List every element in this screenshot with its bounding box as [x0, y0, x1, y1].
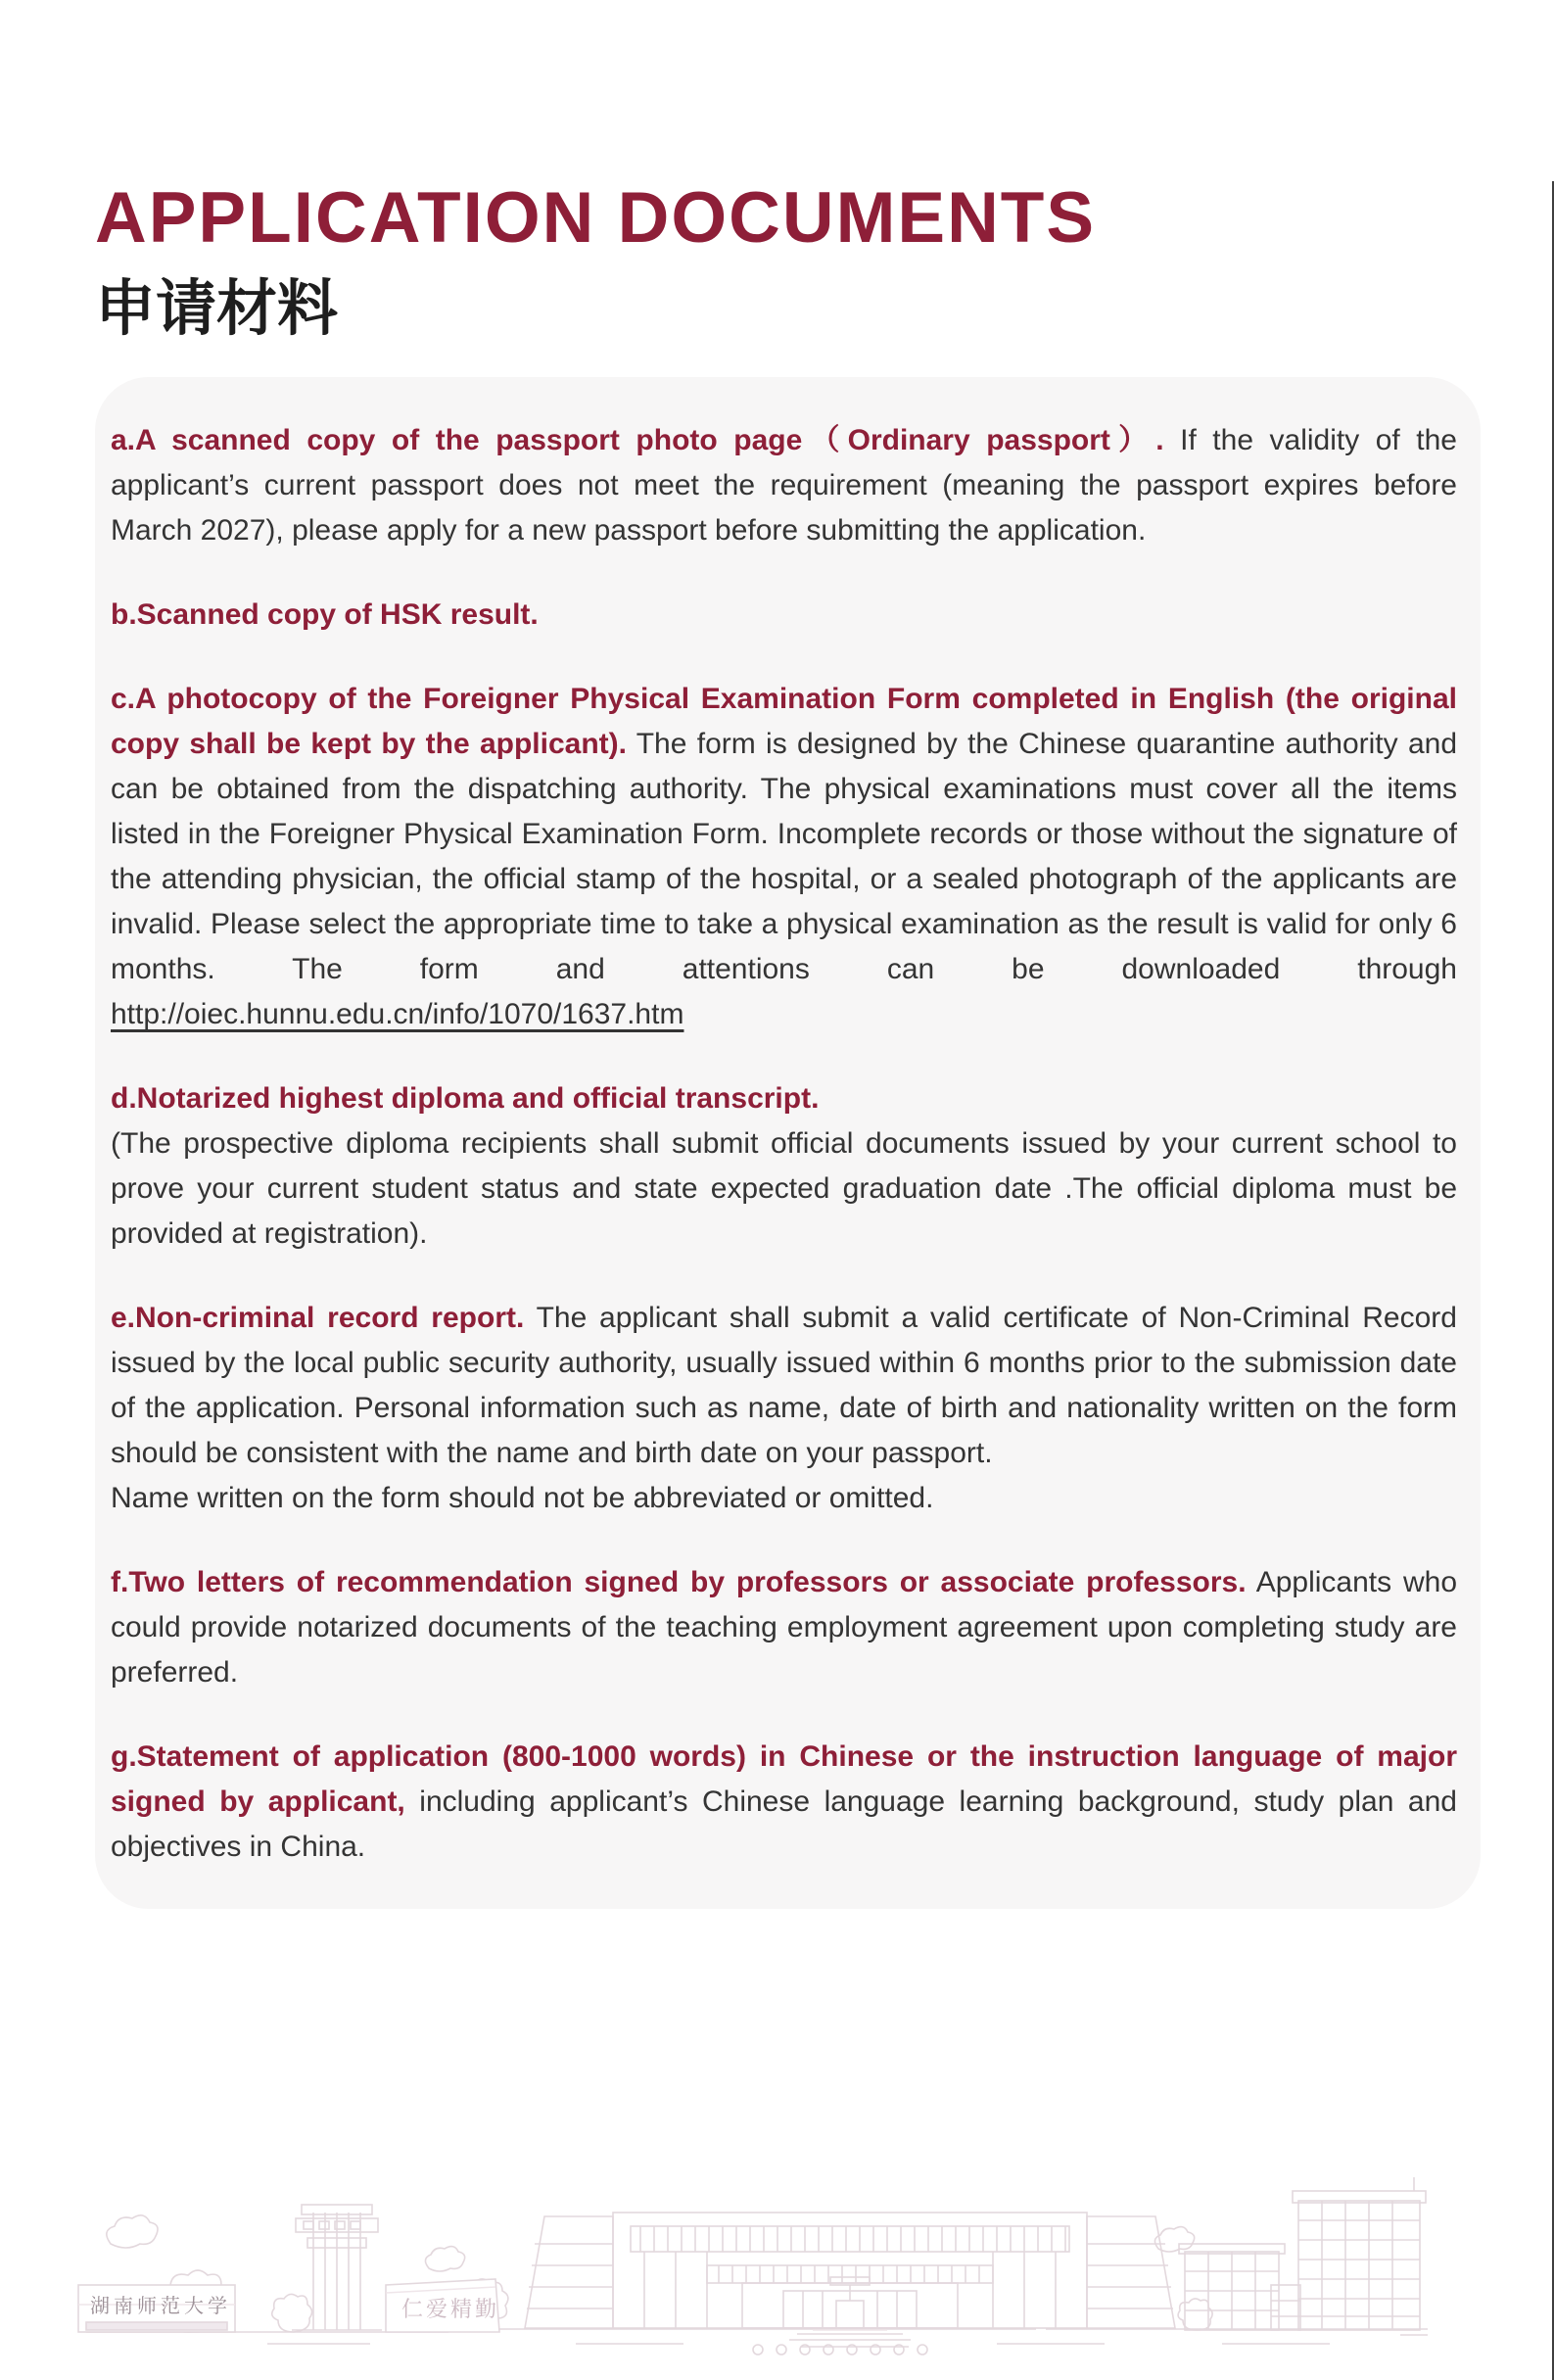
doc-e-note: Name written on the form should not be abbreviated or omitted.	[111, 1481, 934, 1514]
doc-e-body: The applicant shall submit a valid certificate of Non-Criminal Record issued by the local public security authority, usually issued within 6 months prior to the submission date of the application. Personal information such as name, date of birth and nationality written on the form should be consistent with the name and birth date on your passport.	[111, 1301, 1457, 1469]
campus-line-art-illustration	[57, 2175, 1449, 2361]
campus-drawing	[78, 2177, 1428, 2355]
right-tower-buildings	[1178, 2177, 1426, 2330]
doc-g-body: including applicant’s Chinese language learning background, study plan and objectives in China.	[111, 1785, 1457, 1863]
page-subtitle-chinese: 申请材料	[95, 274, 339, 343]
page-title: APPLICATION DOCUMENTS	[95, 178, 1097, 258]
inner-band-ticks	[719, 2265, 979, 2283]
doc-d-lead: d.Notarized highest diploma and official transcript.	[111, 1081, 820, 1115]
doc-item-g	[111, 1735, 1457, 1870]
doc-c-lead: c.A photocopy of the Foreigner Physical Examination Form completed in English (the original copy shall be kept by the applicant).	[111, 682, 1457, 760]
doc-d-body: (The prospective diploma recipients shall submit official documents issued by your current school to prove your current student status and state expected graduation date .The official diploma must be provided at registration).	[111, 1126, 1457, 1250]
doc-item-b	[111, 593, 1457, 638]
doc-item-f	[111, 1560, 1457, 1695]
doc-b-lead: b.Scanned copy of HSK result.	[111, 597, 539, 631]
doc-a-lead: a.A scanned copy of the passport photo page（Ordinary passport）.	[111, 423, 1164, 456]
brochure-page	[0, 178, 1554, 2380]
cloud-icon	[107, 2215, 1195, 2271]
motto-wall-text: 仁爱精勤	[401, 2298, 500, 2322]
page-header	[95, 178, 1481, 344]
doc-item-c	[111, 677, 1457, 1037]
gate-sign-text: 湖南师范大学	[90, 2294, 231, 2317]
doc-e-lead: e.Non-criminal record report.	[111, 1301, 525, 1334]
doc-c-body: The form is designed by the Chinese quarantine authority and can be obtained from the dispatching authority. The physical examinations must cover all the items listed in the Foreigner Physical Examination Form. Incomplete records or those without the signature of the attending physician, the official stamp of the hospital, or a sealed photograph of the applicants are invalid. Please select the appropriate time to take a physical examination as the result is valid for only 6 months. The form and attentions can be downloaded through	[111, 727, 1458, 985]
application-documents-panel	[95, 377, 1481, 1909]
doc-item-e	[111, 1296, 1457, 1521]
tower-window-grid	[1298, 2201, 1420, 2330]
doc-a-body: If the validity of the applicant’s current passport does not meet the requirement (meaning the passport expires before March 2027), please apply for a new passport before submitting the application.	[111, 423, 1457, 547]
physical-form-download-link[interactable]: http://oiec.hunnu.edu.cn/info/1070/1637.htm	[111, 997, 684, 1030]
doc-item-a	[111, 418, 1457, 553]
doc-item-d	[111, 1076, 1457, 1257]
doc-f-lead: f.Two letters of recommendation signed by professors or associate professors.	[111, 1565, 1247, 1598]
doc-f-body: Applicants who could provide notarized documents of the teaching employment agreement upon completing study are preferred.	[111, 1565, 1458, 1689]
colonnade-ticks	[640, 2226, 1065, 2252]
main-library-building	[525, 2213, 1175, 2355]
university-gate	[292, 2205, 382, 2330]
doc-g-lead: g.Statement of application (800-1000 words) in Chinese or the instruction language of major signed by applicant,	[111, 1739, 1457, 1818]
tree-icon	[1178, 2299, 1212, 2330]
